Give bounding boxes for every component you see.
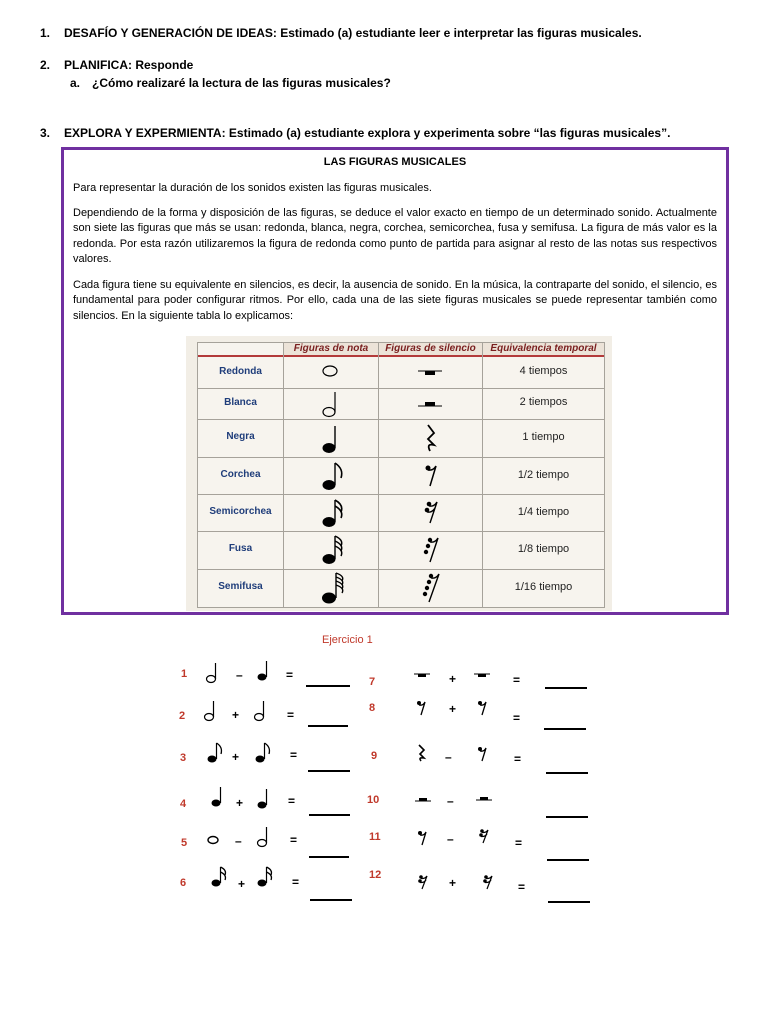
- section-number: a.: [70, 76, 81, 90]
- eighth-rest-icon: [417, 830, 429, 846]
- equals-sign: =: [290, 748, 298, 762]
- sixteenth-note-icon: [320, 497, 350, 529]
- half-note-icon: [205, 662, 221, 684]
- half-rest-icon: [415, 797, 431, 805]
- eighth-note-icon: [206, 742, 224, 764]
- equals-sign: =: [518, 880, 526, 894]
- operator: –: [447, 832, 454, 846]
- figure-name: Corchea: [220, 469, 261, 480]
- paragraph-3: Cada figura tiene su equivalente en silencios, es decir, la ausencia de sonido. En la música, la contraparte del sonido, el silencio, es fundamental para poder configurar ritmos. Por ello, cada una de las siete figuras musicales se puede representar también como silencios. En la siguiente tabla lo explicamos:: [73, 279, 717, 322]
- operator: –: [447, 794, 454, 808]
- exercise-number: 6: [180, 877, 187, 889]
- figure-time: 2 tiempos: [519, 396, 568, 408]
- operator: +: [232, 750, 240, 764]
- sixteenth-rest-icon: [417, 874, 429, 890]
- sixteenth-note-icon: [256, 866, 274, 888]
- whole-note-icon: [318, 361, 348, 385]
- table-row: [198, 457, 604, 495]
- answer-blank[interactable]: [309, 814, 350, 816]
- equals-sign: =: [287, 708, 295, 722]
- half-note-icon: [256, 826, 272, 848]
- thirty-second-note-icon: [320, 534, 350, 566]
- figure-time: 4 tiempos: [519, 365, 568, 377]
- table-row: [198, 531, 604, 570]
- whole-rest-icon: [416, 361, 446, 385]
- exercise-number: 1: [181, 668, 188, 680]
- operator: +: [238, 877, 246, 891]
- answer-blank[interactable]: [544, 728, 586, 730]
- paragraph-2: Dependiendo de la forma y disposición de las figuras, se deduce el valor exacto en tiempo de un determinado sonido. Actualmente son siete las figuras que más se usan: redonda, blanca, negra, corchea, semicorchea, fusa y semifusa. La figura de más valor es la redonda. Por esta razón utilizaremos la figura de redonda como punto de partida para asignar al resto de las notas sus respectivos valores.: [73, 207, 717, 265]
- eighth-rest-icon: [416, 700, 428, 716]
- answer-blank[interactable]: [306, 685, 350, 687]
- section-number: 2.: [40, 58, 51, 72]
- header-empty: [198, 343, 283, 357]
- figure-name: Semifusa: [218, 581, 263, 592]
- sixty-fourth-note-icon: [320, 571, 350, 605]
- figure-name: Negra: [226, 431, 255, 442]
- eighth-note-icon: [320, 460, 350, 492]
- answer-blank[interactable]: [545, 687, 587, 689]
- equals-sign: =: [286, 668, 294, 682]
- half-rest-icon: [416, 392, 446, 416]
- equals-sign: =: [288, 794, 296, 808]
- figuras-musicales-box: [61, 147, 729, 615]
- table-row: [198, 494, 604, 532]
- figure-name: Blanca: [224, 397, 257, 408]
- operator: +: [449, 702, 457, 716]
- quarter-note-icon: [210, 786, 226, 808]
- quarter-note-icon: [256, 660, 272, 682]
- table-row: [198, 569, 604, 607]
- equals-sign: =: [515, 836, 523, 850]
- equals-sign: =: [513, 673, 521, 687]
- operator: +: [232, 708, 240, 722]
- answer-blank[interactable]: [310, 899, 352, 901]
- whole-rest-icon: [414, 672, 430, 680]
- figure-time: 1/2 tiempo: [517, 469, 570, 481]
- equals-sign: =: [513, 711, 521, 725]
- quarter-note-icon: [256, 788, 272, 810]
- equals-sign: =: [514, 752, 522, 766]
- exercise-number: 12: [369, 869, 382, 881]
- operator: –: [445, 750, 452, 764]
- section-number: 3.: [40, 126, 51, 140]
- exercise-number: 3: [180, 752, 187, 764]
- answer-blank[interactable]: [308, 725, 348, 727]
- answer-blank[interactable]: [546, 772, 588, 774]
- operator: +: [236, 796, 244, 810]
- box-title: LAS FIGURAS MUSICALES: [323, 156, 467, 168]
- paragraph-1: Para representar la duración de los sonidos existen las figuras musicales.: [73, 182, 432, 194]
- eighth-note-icon: [254, 742, 272, 764]
- exercise-number: 5: [181, 837, 188, 849]
- operator: –: [236, 668, 243, 682]
- sixty-fourth-rest-icon: [420, 572, 442, 604]
- eighth-rest-icon: [477, 700, 489, 716]
- figures-table: [186, 336, 612, 611]
- operator: –: [235, 834, 242, 848]
- figure-time: 1/4 tiempo: [517, 506, 570, 518]
- half-note-icon: [253, 700, 269, 722]
- whole-note-icon: [206, 834, 222, 846]
- sixteenth-rest-icon: [482, 874, 494, 890]
- half-note-icon: [320, 390, 350, 418]
- exercise-number: 4: [180, 798, 187, 810]
- table-row: [198, 419, 604, 458]
- figure-name: Semicorchea: [209, 506, 272, 517]
- exercise-number: 7: [369, 676, 376, 688]
- equals-sign: =: [290, 833, 298, 847]
- half-note-icon: [203, 700, 219, 722]
- operator: +: [449, 672, 457, 686]
- answer-blank[interactable]: [548, 901, 590, 903]
- sixteenth-rest-icon: [422, 499, 442, 527]
- section-number: 1.: [40, 26, 51, 40]
- sixteenth-rest-icon: [478, 828, 490, 844]
- table-row: [198, 357, 604, 389]
- eighth-rest-icon: [477, 746, 489, 762]
- exercise-number: 9: [371, 750, 378, 762]
- whole-rest-icon: [474, 672, 490, 680]
- section-2a: [70, 76, 391, 90]
- answer-blank[interactable]: [547, 859, 589, 861]
- table-row: [198, 388, 604, 420]
- header-equivalencia: Equivalencia temporal: [483, 343, 604, 357]
- exercise-number: 2: [179, 710, 186, 722]
- section-text: DESAFÍO Y GENERACIÓN DE IDEAS: Estimado (a) estudiante leer e interpretar las figuras musicales.: [64, 26, 642, 40]
- exercise-number: 8: [369, 702, 376, 714]
- answer-blank[interactable]: [309, 856, 349, 858]
- exercise-number: 10: [367, 794, 380, 806]
- thirty-second-rest-icon: [422, 536, 442, 566]
- figure-name: Redonda: [219, 366, 262, 377]
- figure-name: Fusa: [228, 543, 253, 554]
- half-rest-icon: [476, 796, 492, 804]
- figure-time: 1 tiempo: [522, 431, 565, 443]
- section-text: ¿Cómo realizaré la lectura de las figuras musicales?: [92, 76, 391, 90]
- exercise-title: Ejercicio 1: [322, 634, 373, 646]
- eighth-rest-icon: [422, 462, 442, 490]
- section-1: [40, 26, 642, 40]
- section-text: PLANIFICA: Responde: [64, 58, 194, 72]
- answer-blank[interactable]: [546, 816, 588, 818]
- answer-blank[interactable]: [308, 770, 350, 772]
- sixteenth-note-icon: [210, 866, 228, 888]
- quarter-rest-icon: [422, 423, 442, 453]
- quarter-note-icon: [320, 423, 350, 455]
- section-2: [40, 58, 194, 72]
- figure-time: 1/8 tiempo: [517, 543, 570, 555]
- section-3: [40, 126, 671, 140]
- operator: +: [449, 876, 457, 890]
- section-text: EXPLORA Y EXPERMIENTA: Estimado (a) estudiante explora y experimenta sobre “las figuras musicales”.: [64, 126, 671, 140]
- header-notas: Figuras de nota: [284, 343, 378, 357]
- equals-sign: =: [292, 875, 300, 889]
- header-silencios: Figuras de silencio: [379, 343, 482, 357]
- exercise-number: 11: [369, 831, 381, 843]
- figure-time: 1/16 tiempo: [514, 581, 573, 593]
- quarter-rest-icon: [416, 744, 428, 762]
